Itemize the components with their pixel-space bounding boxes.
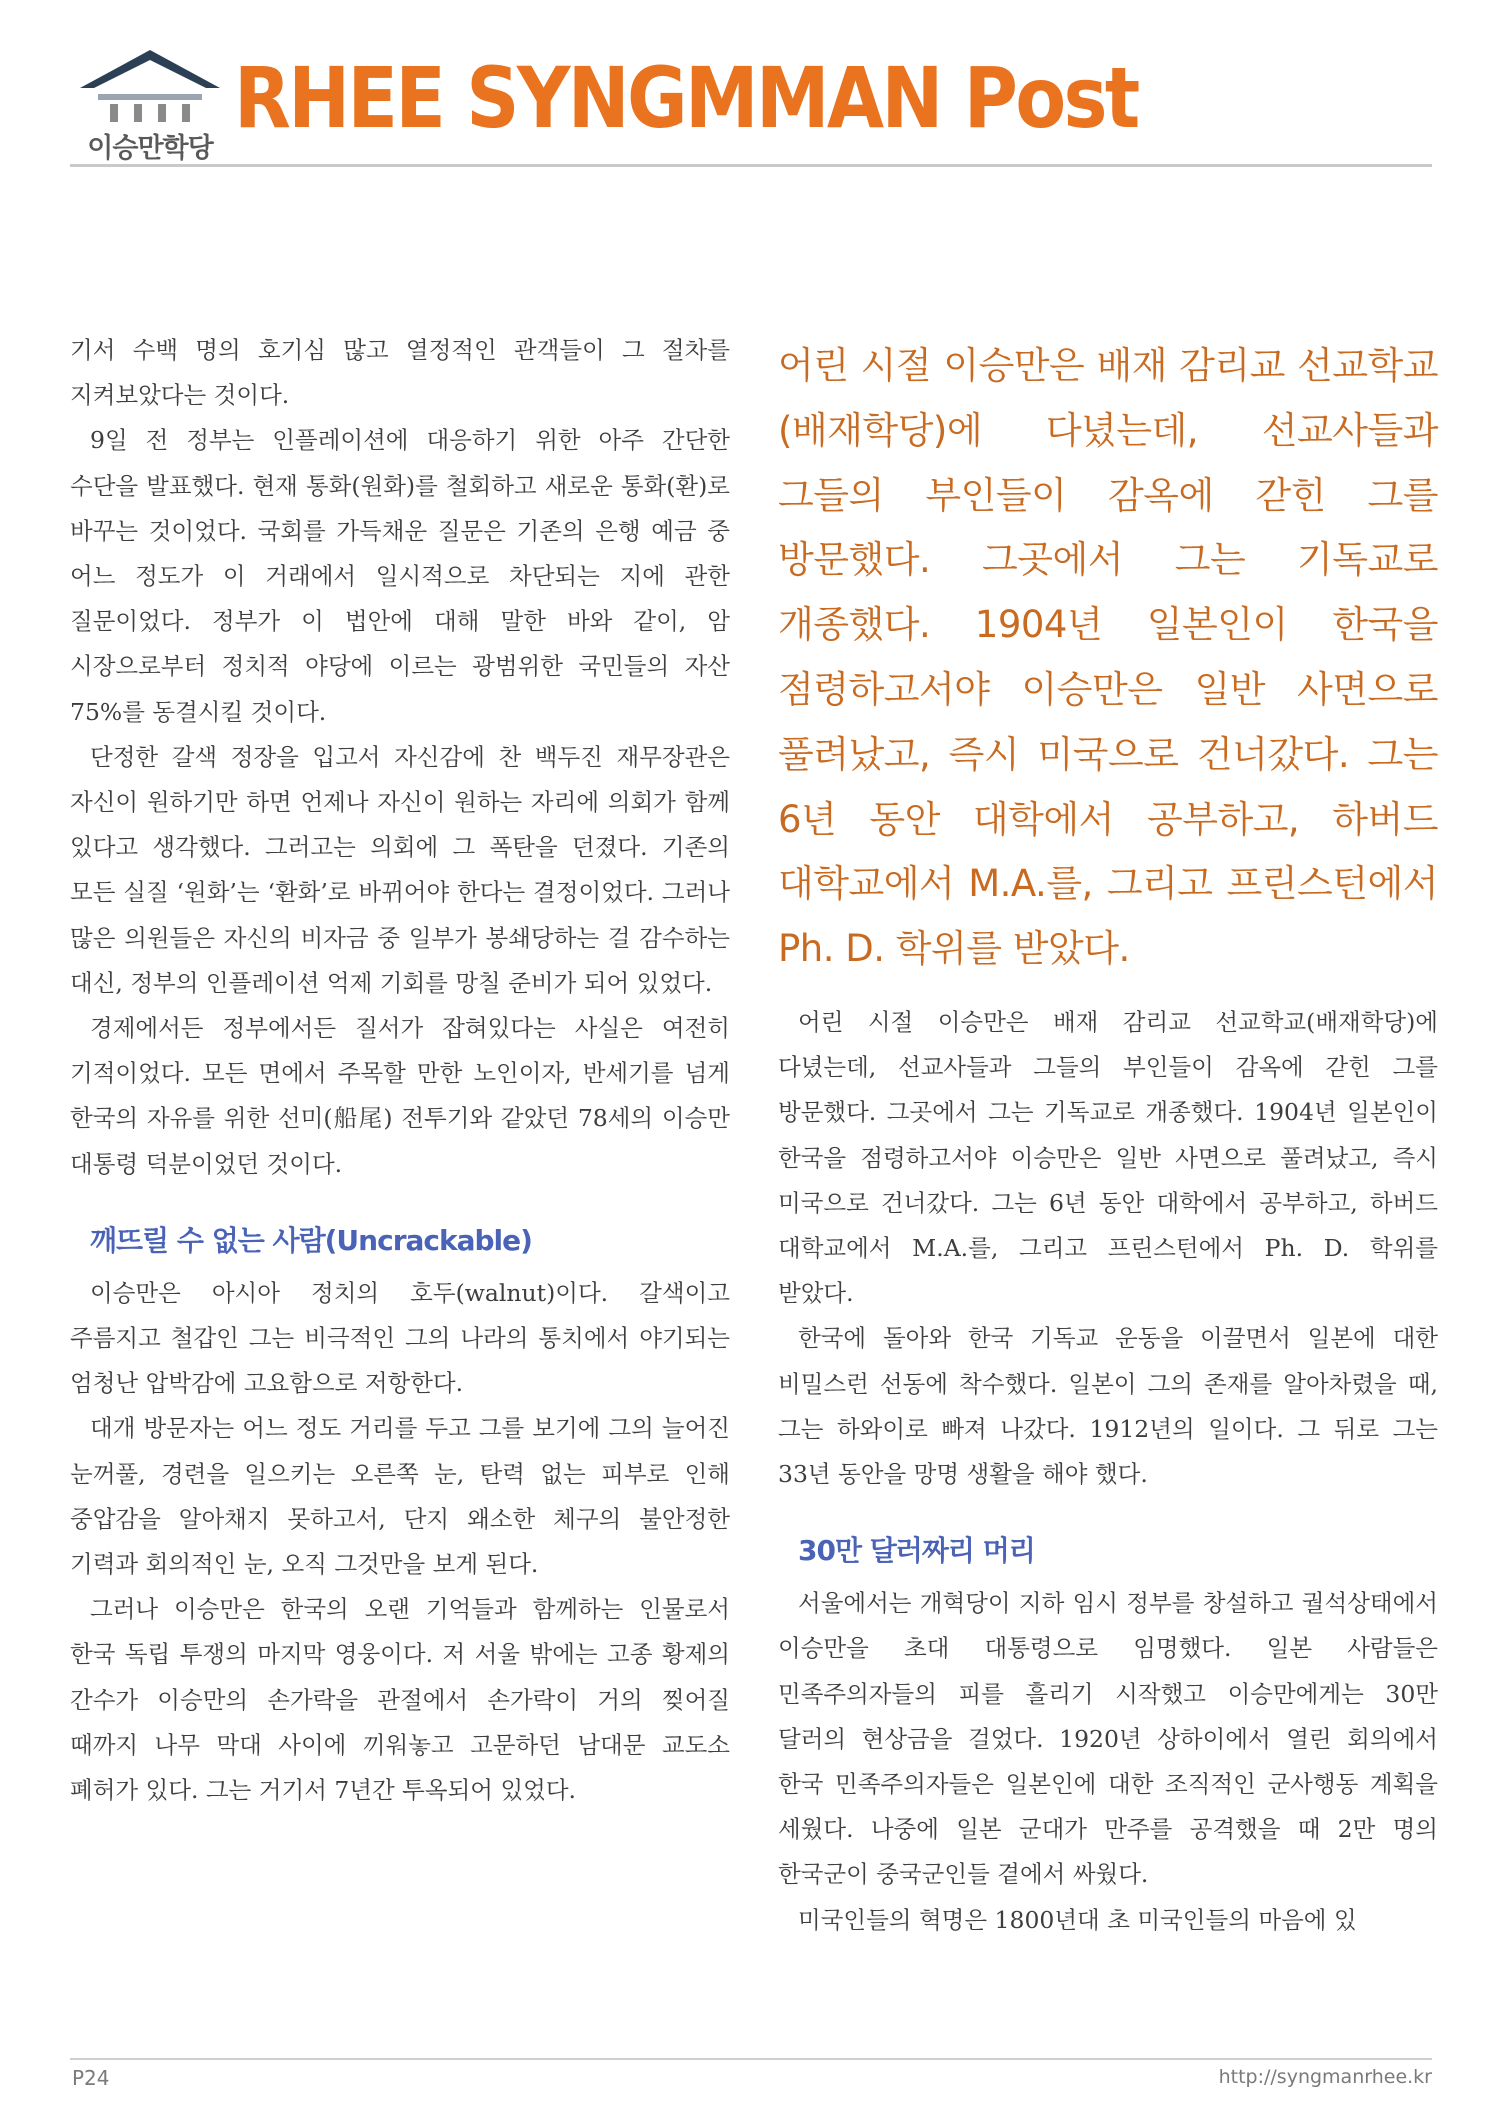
paragraph: 미국인들의 혁명은 1800년대 초 미국인들의 마음에 있 xyxy=(798,1905,1357,1934)
house-roof-icon xyxy=(76,48,224,124)
paragraph: 이승만은 아시아 정치의 호두(walnut)이다. 갈색이고 주름지고 철갑인 그는 비극적인 그의 나라의 통치에서 야기되는 엄청난 압박감에 고요함으로 저항한다. xyxy=(70,1278,730,1398)
page-number: P24 xyxy=(72,2066,110,2090)
section-heading: 깨뜨릴 수 없는 사람(Uncrackable) xyxy=(90,1223,532,1257)
paragraph: 기서 수백 명의 호기심 많고 열정적인 관객들이 그 절차를 지켜보았다는 것이다. xyxy=(70,336,730,410)
publication-title: RHEE SYNGMMAN Post xyxy=(234,49,1138,147)
paragraph: 서울에서는 개혁당이 지하 임시 정부를 창설하고 궐석상태에서 이승만을 초대 대통령으로 임명했다. 일본 사람들은 민족주의자들의 피를 흘리기 시작했고 이승만에게는 30만 달러의 현상금을 걸었다. 1920년 상하이에서 열린 회의에서 한국 민족주의자들은 일본인에 대한 조직적인 군사행동 계획을 세웠다. 나중에 일본 군대가 만주를 공격했을 때 2만 명의 한국군이 중국군인들 곁에서 싸웠다. xyxy=(778,1589,1438,1889)
footer-divider xyxy=(70,2058,1432,2060)
paragraph: 대개 방문자는 어느 정도 거리를 두고 그를 보기에 그의 늘어진 눈꺼풀, 경련을 일으키는 오른쪽 눈, 탄력 없는 피부로 인해 중압감을 알아채지 못하고서, 단지 왜소한 체구의 불안정한 기력과 회의적인 눈, 오직 그것만을 보게 된다. xyxy=(70,1414,730,1579)
paragraph: 단정한 갈색 정장을 입고서 자신감에 찬 백두진 재무장관은 자신이 원하기만 하면 언제나 자신이 원하는 자리에 의회가 함께 있다고 생각했다. 그러고는 의회에 그 폭탄을 던졌다. 기존의 모든 실질 ‘원화’는 ‘환화’로 바뀌어야 한다는 결정이었다. 그러나 많은 의원들은 자신의 비자금 중 일부가 봉쇄당하는 걸 감수하는 대신, 정부의 인플레이션 억제 기회를 망칠 준비가 되어 있었다. xyxy=(70,742,730,997)
paragraph: 그러나 이승만은 한국의 오랜 기억들과 함께하는 인물로서 한국 독립 투쟁의 마지막 영웅이다. 저 서울 밖에는 고종 황제의 간수가 이승만의 손가락을 관절에서 손가락이 거의 찢어질 때까지 나무 막대 사이에 끼워놓고 고문하던 남대문 교도소 폐허가 있다. 그는 거기서 7년간 투옥되어 있었다. xyxy=(70,1595,730,1805)
section-heading: 30만 달러짜리 머리 xyxy=(798,1534,1035,1568)
left-column xyxy=(70,328,730,1813)
right-column xyxy=(778,1000,1438,1943)
website-link[interactable]: http://syngmanrhee.kr xyxy=(1218,2066,1432,2088)
masthead xyxy=(70,40,1432,168)
paragraph: 한국에 돌아와 한국 기독교 운동을 이끌면서 일본에 대한 비밀스런 선동에 착수했다. 일본이 그의 존재를 알아차렸을 때, 그는 하와이로 빠져 나갔다. 1912년의 일이다. 그 뒤로 그는 33년 동안을 망명 생활을 해야 했다. xyxy=(778,1324,1438,1489)
paragraph: 어린 시절 이승만은 배재 감리교 선교학교(배재학당)에 다녔는데, 선교사들과 그들의 부인들이 감옥에 갇힌 그를 방문했다. 그곳에서 그는 기독교로 개종했다. 1904년 일본인이 한국을 점령하고서야 이승만은 일반 사면으로 풀려났고, 즉시 미국으로 건너갔다. 그는 6년 동안 대학에서 공부하고, 하버드 대학교에서 M.A.를, 그리고 프린스턴에서 Ph. D. 학위를 받았다. xyxy=(778,1008,1438,1308)
header-divider xyxy=(70,164,1432,167)
logo-text: 이승만학당 xyxy=(87,133,213,164)
school-logo xyxy=(70,48,230,164)
pull-quote: 어린 시절 이승만은 배재 감리교 선교학교(배재학당)에 다녔는데, 선교사들과 그들의 부인들이 감옥에 갇힌 그를 방문했다. 그곳에서 그는 기독교로 개종했다. 1904년 일본인이 한국을 점령하고서야 이승만은 일반 사면으로 풀려났고, 즉시 미국으로 건너갔다. 그는 6년 동안 대학에서 공부하고, 하버드 대학교에서 M.A.를, 그리고 프린스턴에서 Ph. D. 학위를 받았다. xyxy=(778,344,1438,971)
paragraph: 9일 전 정부는 인플레이션에 대응하기 위한 아주 간단한 수단을 발표했다. 현재 통화(원화)를 철회하고 새로운 통화(환)로 바꾸는 것이었다. 국회를 가득채운 질문은 기존의 은행 예금 중 어느 정도가 이 거래에서 일시적으로 차단되는 지에 관한 질문이었다. 정부가 이 법안에 대해 말한 바와 같이, 암 시장으로부터 정치적 야당에 이르는 광범위한 국민들의 자산 75%를 동결시킬 것이다. xyxy=(70,426,730,726)
paragraph: 경제에서든 정부에서든 질서가 잡혀있다는 사실은 여전히 기적이었다. 모든 면에서 주목할 만한 노인이자, 반세기를 넘게 한국의 자유를 위한 선미(船尾) 전투기와 같았던 78세의 이승만 대통령 덕분이었던 것이다. xyxy=(70,1014,730,1178)
